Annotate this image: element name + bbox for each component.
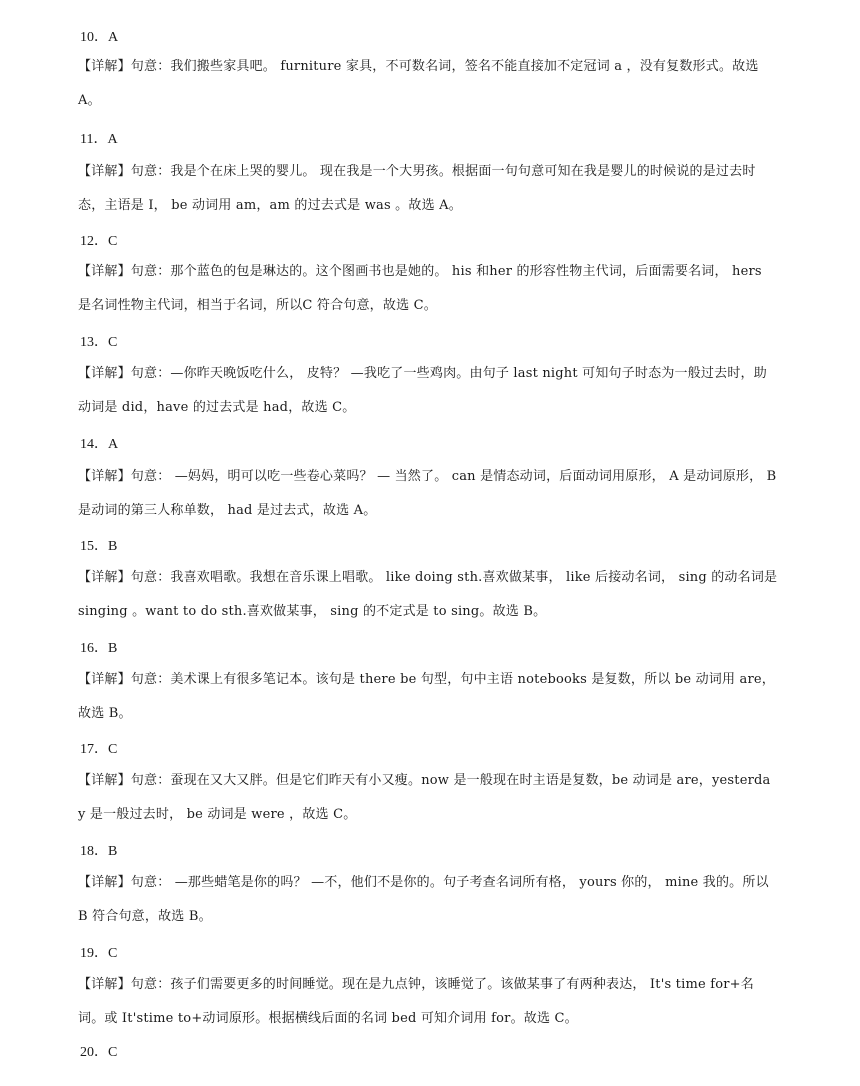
item-detail: 【详解】句意： —那些蜡笔是你的吗？ —不，他们不是你的。句子考查名词所有格， yours 你的， mine 我的。所以 B 符合句意，故选 B。 — [78, 875, 769, 924]
item-number: 10．A — [80, 30, 119, 45]
item-detail: 【详解】句意：我喜欢唱歌。我想在音乐课上唱歌。 like doing sth.喜欢做某事， like 后接动名词， sing 的动名词是 singing 。want to do sth.喜欢做某事， sing 的不定式是 to sing。故选 B。 — [78, 570, 778, 619]
item-number: 11．A — [80, 132, 118, 147]
item-number: 18．B — [80, 844, 118, 859]
item-detail: 【详解】句意：美术课上有很多笔记本。该句是 there be 句型，句中主语 notebooks 是复数，所以 be 动词用 are，故选 B。 — [78, 672, 775, 721]
item-number: 12．C — [80, 234, 118, 249]
item-number: 13．C — [80, 335, 118, 350]
item-detail: 【详解】句意：蚕现在又大又胖。但是它们昨天有小又瘦。now 是一般现在时主语是复数，be 动词是 are，yesterday 是一般过去时， be 动词是 were ，故选 C。 — [78, 773, 771, 822]
item-detail: 【详解】句意：我们搬些家具吧。 furniture 家具，不可数名词，签名不能直接加不定冠词 a ，没有复数形式。故选 A。 — [78, 59, 759, 108]
item-number: 19．C — [80, 946, 118, 961]
item-number: 14．A — [80, 437, 119, 452]
item-number: 15．B — [80, 539, 118, 554]
item-number: 20．C — [80, 1045, 118, 1060]
item-detail: 【详解】句意：孩子们需要更多的时间睡觉。现在是九点钟，该睡觉了。该做某事了有两种表达， It's time for+名词。或 It'stime to+动词原形。根据横线后面的名词 bed 可知介词用 for。故选 C。 — [78, 977, 754, 1026]
item-detail: 【详解】句意： —妈妈，明可以吃一些卷心菜吗？ — 当然了。 can 是情态动词，后面动词用原形， A 是动词原形， B 是动词的第三人称单数， had 是过去式，故选 A。 — [78, 469, 777, 518]
item-detail: 【详解】句意：那个蓝色的包是琳达的。这个图画书也是她的。 his 和her 的形容性物主代词，后面需要名词， hers 是名词性物主代词，相当于名词，所以C 符合句意，故选 C。 — [78, 264, 762, 313]
item-detail: 【详解】句意：—你昨天晚饭吃什么， 皮特？ —我吃了一些鸡肉。由句子 last night 可知句子时态为一般过去时，助动词是 did，have 的过去式是 had，故选 C。 — [78, 366, 767, 415]
item-detail: 【详解】句意：我是个在床上哭的婴儿。 现在我是一个大男孩。根据面一句句意可知在我是婴儿的时候说的是过去时态，主语是 I， be 动词用 am，am 的过去式是 was 。故选 A。 — [78, 164, 756, 213]
item-number: 17．C — [80, 742, 118, 757]
item-number: 16．B — [80, 641, 118, 656]
